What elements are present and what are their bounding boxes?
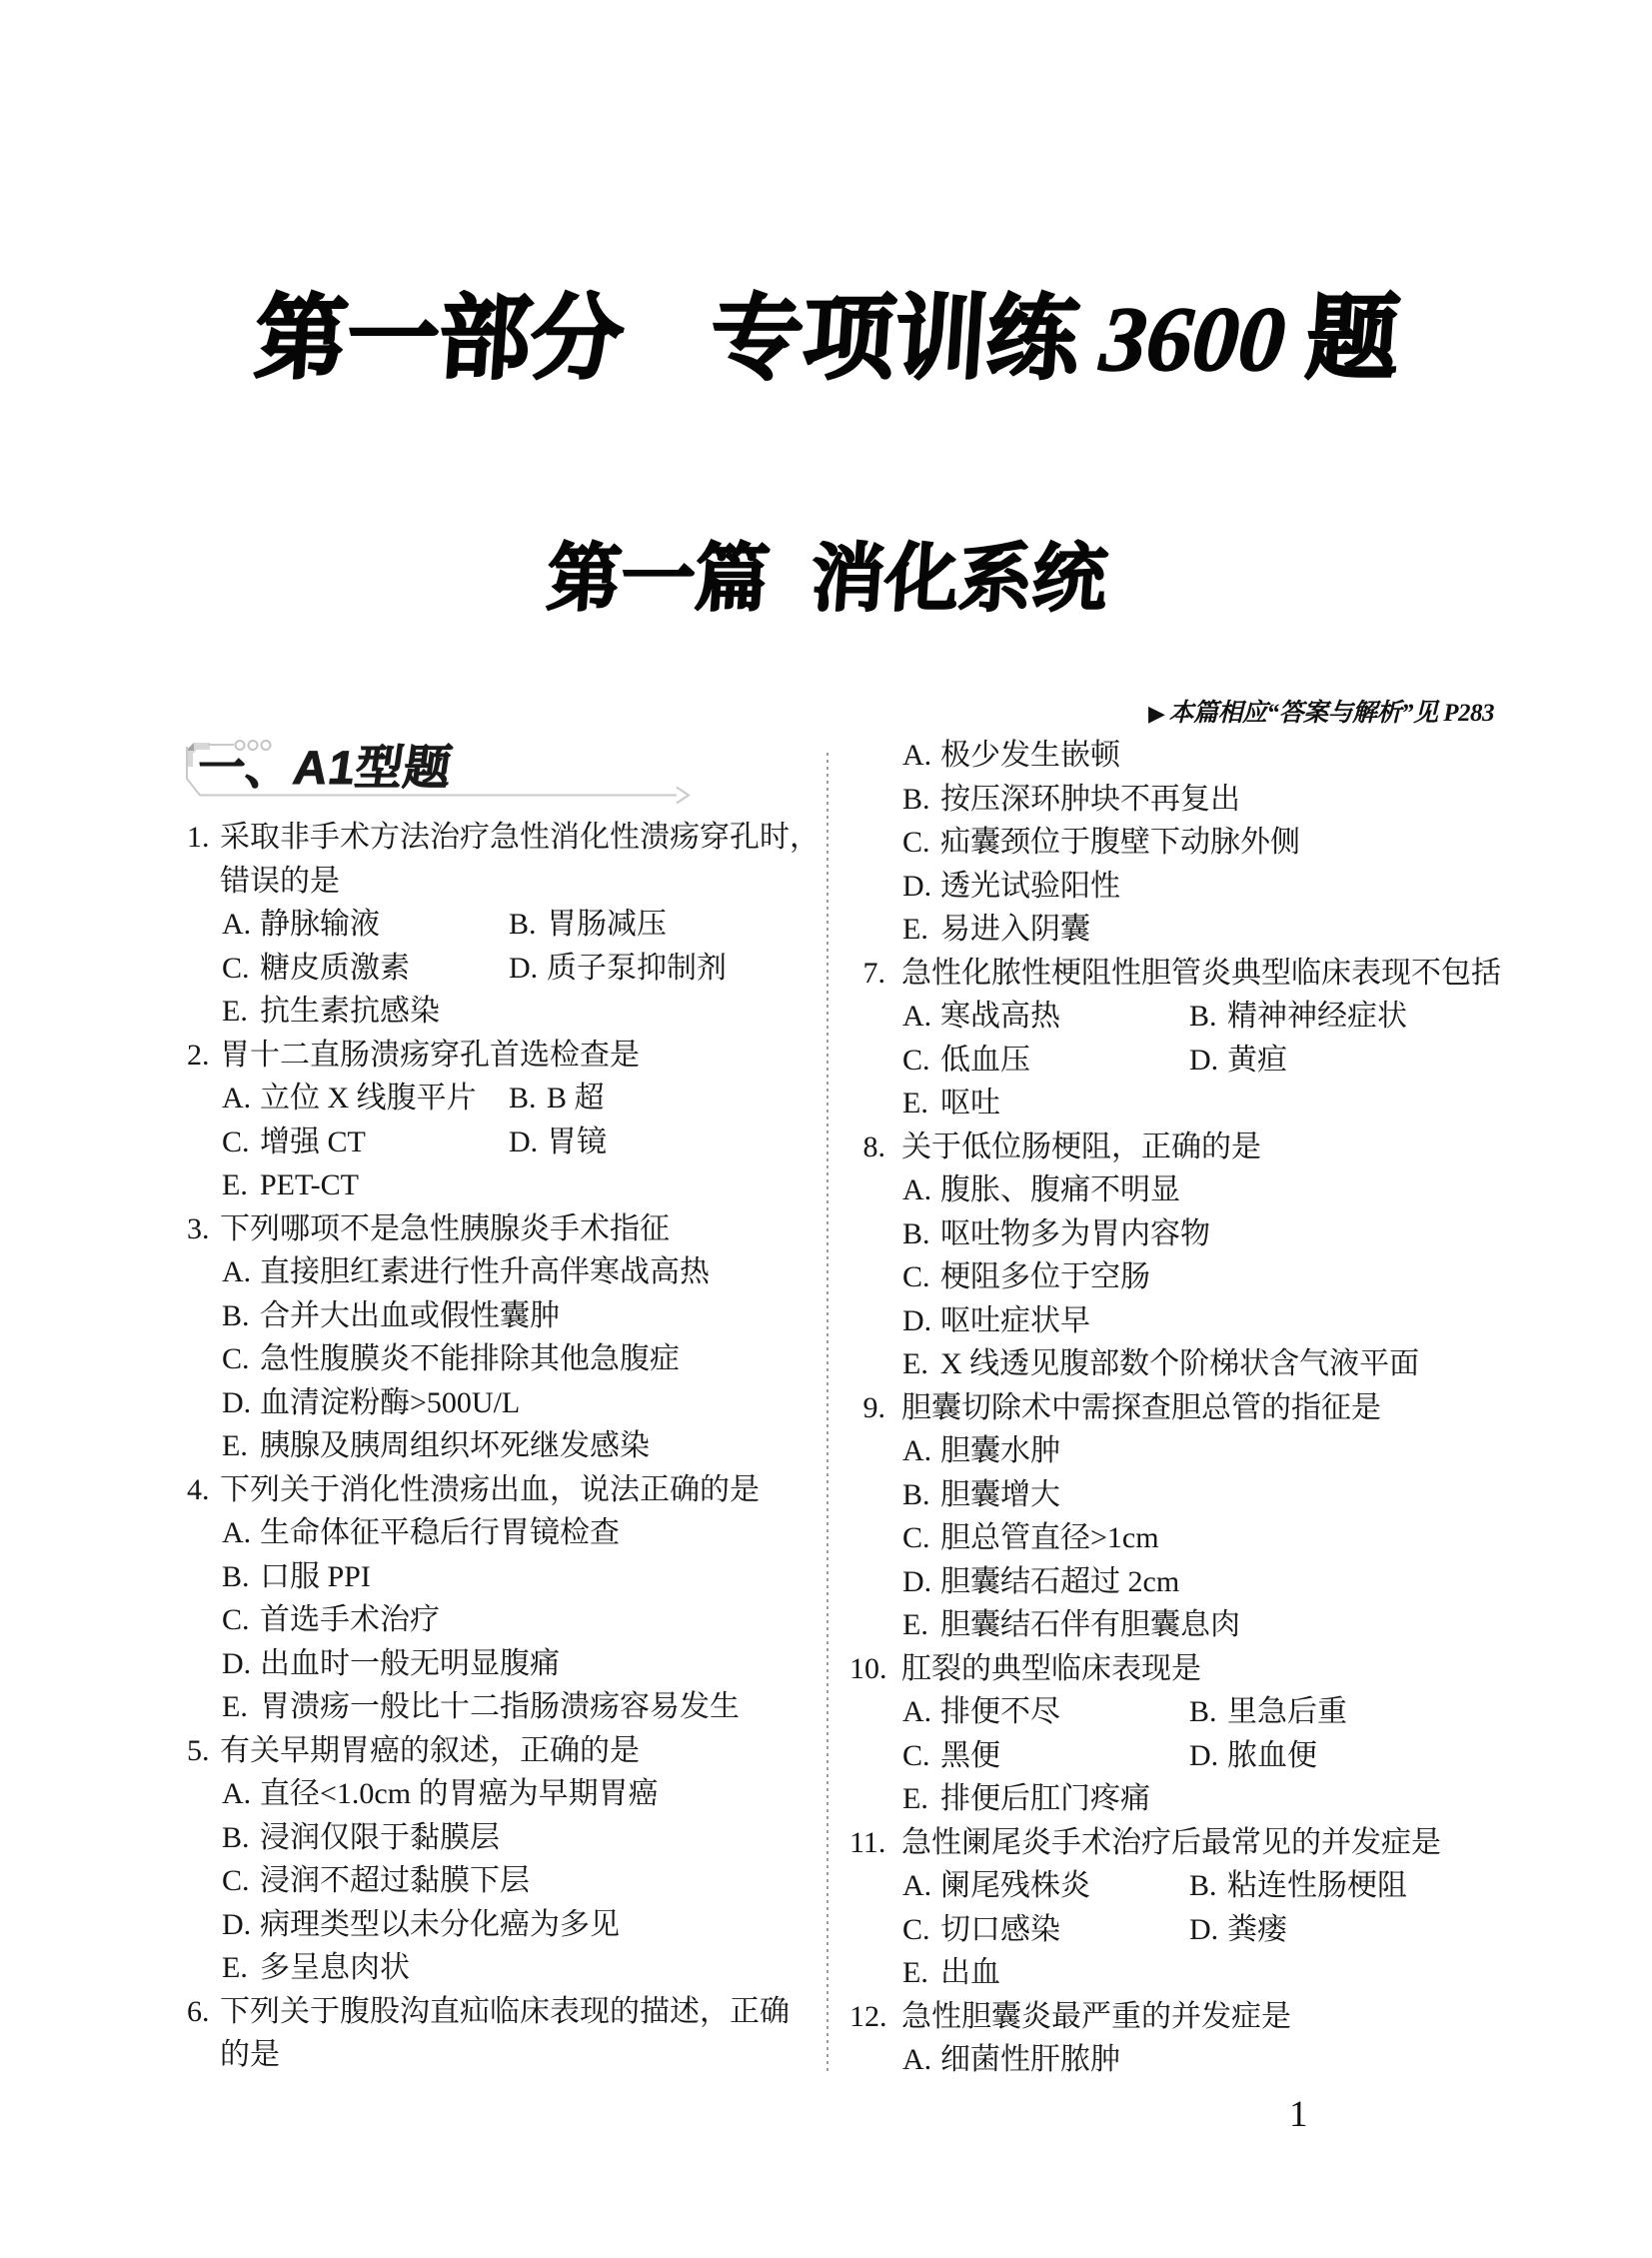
option [902,1087,1000,1120]
option [222,1429,650,1462]
question-text: 有关早期胃癌的叙述，正确的是 [220,1733,640,1767]
option-text: 增强 CT [260,1125,366,1158]
option-letter: C. [222,1125,250,1158]
option [902,1864,1189,1908]
option-letter: A. [222,908,252,941]
question-number: 8. [862,1129,885,1163]
option-line [187,1685,841,1729]
option-letter: C. [222,1864,250,1897]
option [902,1304,1090,1337]
question-number: 9. [862,1390,885,1424]
option-text: 黄疸 [1227,1043,1287,1077]
option [902,1908,1189,1952]
option [509,1126,607,1158]
part-title-number: 3600 [1096,288,1289,390]
option [902,1434,1060,1467]
option-text: 低血压 [940,1043,1030,1077]
option [902,1782,1150,1815]
option-text: 质子泵抑制剂 [547,951,727,985]
option [222,1077,509,1121]
question-text: 胃十二直肠溃疡穿孔首选检查是 [220,1038,640,1072]
option-text: 直径<1.0cm 的胃癌为早期胃癌 [260,1777,659,1810]
option-text: 排便不尽 [940,1695,1060,1728]
option [902,1478,1060,1511]
question-number: 2. [187,1038,210,1072]
option-text: 胃溃疡一般比十二指肠溃疡容易发生 [260,1690,740,1723]
option-letter: B. [1189,1869,1217,1902]
option-line [187,1772,841,1816]
question-number: 11. [849,1825,886,1859]
option-line [849,1951,1529,1995]
option-line [187,1337,841,1381]
option-text: 血清淀粉酶>500U/L [260,1385,521,1419]
option [902,2043,1120,2076]
option-letter: A. [902,1000,932,1033]
option-text: 胆囊水肿 [940,1434,1060,1467]
option-letter: E. [902,1956,928,1989]
part-title [141,284,1513,394]
option-text: 寒战高热 [940,1000,1060,1033]
option-letter: B. [222,1559,250,1593]
option [222,1386,520,1419]
question-line [849,1126,1529,1169]
option-line [187,1250,841,1294]
option [222,947,509,991]
option-text: 疝囊颈位于腹壁下动脉外侧 [940,826,1300,859]
option-text: 多呈息肉状 [260,1951,410,1984]
option-line [849,1777,1529,1821]
option-letter: D. [902,869,932,903]
option-text: 抗生素抗感染 [260,995,440,1028]
option-line [187,903,841,947]
option [902,995,1189,1039]
option-line [849,908,1529,952]
option-text: 脓血便 [1227,1738,1317,1772]
option-text: 腹胀、腹痛不明显 [940,1173,1180,1206]
option-line [187,1946,841,1990]
chapter-title-text-2: 消化系统 [808,537,1110,620]
option-text: 呕吐症状早 [940,1303,1090,1337]
option-line [187,1381,841,1425]
question-line [849,1995,1529,2039]
option [902,1956,1000,1989]
option-letter: E. [902,1347,928,1380]
option-letter: B. [222,1820,250,1854]
option-letter: D. [222,1907,252,1941]
option [222,1864,530,1897]
option-text: 胆囊结石超过 2cm [940,1564,1180,1598]
option-letter: A. [222,1082,252,1115]
option-letter: A. [222,1777,252,1810]
option [222,1908,620,1941]
option-line [849,1473,1529,1517]
option-text: 梗阻多位于空肠 [940,1260,1150,1293]
option-line [849,1039,1529,1083]
option [222,1299,560,1332]
option-text: 呕吐 [940,1087,1000,1120]
option-line [849,1082,1529,1126]
option [1189,1044,1287,1077]
option-line [187,1077,841,1121]
option [902,1039,1189,1083]
option-text: 粘连性肠梗阻 [1227,1869,1407,1902]
questions-column-left [187,816,841,2077]
option-text: 病理类型以未分化癌为多见 [260,1907,620,1941]
chapter-title [142,534,1512,624]
question-line [187,1207,841,1251]
option-text: 呕吐物多为胃内容物 [940,1216,1210,1250]
answer-note-text: 本篇相应“答案与解析”见 P283 [1168,700,1494,727]
option-letter: C. [222,951,250,985]
section-header-label: 一、A1型题 [194,741,456,794]
option-line [849,1255,1529,1299]
option-letter: D. [1189,1043,1219,1077]
option-line [187,1555,841,1599]
option-letter: E. [902,1087,928,1120]
option-letter: D. [902,1303,932,1337]
option-letter: E. [902,913,928,946]
part-title-text-1: 第一部分 [251,288,628,390]
option-text: 细菌性肝脓肿 [940,2043,1120,2076]
option-line [849,1690,1529,1734]
option-line [849,995,1529,1039]
option-letter: D. [1189,1738,1219,1772]
option-text: 生命体征平稳后行胃镜检查 [260,1516,620,1549]
option-line [849,1603,1529,1647]
option-line [849,1734,1529,1778]
option-line [849,1299,1529,1343]
option-line [187,1294,841,1338]
option-letter: B. [902,1477,930,1511]
option-line [187,1511,841,1555]
option [902,1260,1150,1293]
option-letter: A. [902,1173,932,1206]
part-title-text-2: 专项训练 [707,288,1083,390]
question-number: 6. [187,1994,210,2028]
option-text: 胰腺及胰周组织坏死继发感染 [260,1429,650,1462]
question-text: 肛裂的典型临床表现是 [901,1651,1201,1685]
option-line [187,1424,841,1468]
page-number: 1 [1289,2094,1308,2135]
option-line [849,1212,1529,1256]
question-line [849,1647,1529,1691]
option-text: 胆总管直径>1cm [940,1521,1159,1554]
option-letter: C. [902,1912,930,1946]
question-continuation-line [187,2033,841,2077]
option-text: 直接胆红素进行性升高伴寒战高热 [260,1255,710,1288]
option-letter: E. [222,1429,248,1462]
option-line [849,1864,1529,1908]
option-text: 出血时一般无明显腹痛 [260,1646,560,1680]
option-text: 静脉输液 [260,908,380,941]
option-letter: A. [902,1869,932,1902]
option-line [187,1816,841,1860]
question-text: 胆囊切除术中需探查胆总管的指征是 [901,1390,1381,1424]
answer-note-arrow-icon: ▶ [1148,701,1165,726]
option-letter: C. [902,1738,930,1772]
option-letter: D. [1189,1912,1219,1946]
option [902,1734,1189,1778]
option-text: 粪瘘 [1227,1912,1287,1946]
question-text: 急性胆囊炎最严重的并发症是 [901,1999,1291,2033]
option [222,1516,620,1549]
option [222,1342,680,1375]
question-text: 急性化脓性梗阻性胆管炎典型临床表现不包括 [901,956,1501,990]
option [902,826,1300,859]
option-letter: D. [509,1125,539,1158]
option [222,1690,740,1723]
option-text: 里急后重 [1227,1695,1347,1728]
option-text: 阑尾残株炎 [940,1869,1090,1902]
option [902,1690,1189,1734]
option-text: 出血 [940,1956,1000,1989]
question-line [849,1821,1529,1865]
option [1189,1000,1407,1033]
option [1189,1869,1407,1902]
option [902,1347,1419,1380]
option [902,1173,1180,1206]
option [509,1082,605,1115]
option [902,783,1240,816]
question-text: 错误的是 [220,864,340,898]
option [222,1951,410,1984]
option-letter: B. [1189,1000,1217,1033]
option-line [849,821,1529,865]
option [509,952,727,985]
option-text: 合并大出血或假性囊肿 [260,1298,560,1332]
question-text: 下列关于腹股沟直疝临床表现的描述，正确 [220,1994,790,2028]
question-number: 10. [849,1651,887,1685]
question-continuation-line [187,860,841,904]
option-text: 胃镜 [547,1125,607,1158]
option [902,1521,1159,1554]
option-text: 排便后肛门疼痛 [940,1782,1150,1815]
option-line [187,947,841,991]
question-number: 7. [862,956,885,990]
option-line [849,1168,1529,1212]
option-text: 易进入阴囊 [940,913,1090,946]
option-line [849,778,1529,822]
option-letter: E. [222,1690,248,1723]
option-text: 胃肠减压 [547,908,667,941]
option [222,1560,371,1593]
option-text: 立位 X 线腹平片 [260,1082,477,1115]
option-text: 胆囊结石伴有胆囊息肉 [940,1608,1240,1641]
question-line [849,952,1529,996]
question-line [187,1729,841,1773]
option-letter: D. [509,951,539,985]
option-letter: B. [509,908,537,941]
option-line [187,1163,841,1207]
option-text: X 线透见腹部数个阶梯状含气液平面 [940,1347,1420,1380]
questions-column-right [849,734,1529,2082]
option-line [849,1908,1529,1952]
option-text: 极少发生嵌顿 [940,739,1120,772]
option [902,870,1120,903]
option-letter: A. [222,1255,252,1288]
option [222,1647,560,1680]
option [222,903,509,947]
option-text: 口服 PPI [260,1559,371,1593]
option-text: 精神神经症状 [1227,1000,1407,1033]
option-line [849,2038,1529,2082]
option-letter: A. [222,1516,252,1549]
option-text: 急性腹膜炎不能排除其他急腹症 [260,1342,680,1375]
option-letter: D. [222,1646,252,1680]
option-line [849,1342,1529,1386]
option-letter: C. [902,1043,930,1077]
option-line [849,865,1529,909]
option-line [187,1859,841,1903]
question-text: 关于低位肠梗阻，正确的是 [901,1129,1261,1163]
option [1189,1739,1317,1772]
option-letter: B. [902,1216,930,1250]
option-text: 首选手术治疗 [260,1603,440,1636]
option [902,739,1120,772]
option-text: B 超 [547,1082,605,1115]
option-text: 按压深环肿块不再复出 [940,782,1240,816]
option-letter: A. [902,1695,932,1728]
option-letter: E. [902,1608,928,1641]
option-line [849,734,1529,778]
option [222,1777,659,1810]
question-line [187,816,841,860]
option [222,1168,359,1201]
header-arrow-icon [677,788,689,804]
option-letter: B. [222,1298,250,1332]
option-letter: E. [902,1782,928,1815]
option [222,995,440,1028]
option-letter: C. [902,1260,930,1293]
option-line [187,990,841,1034]
option [509,908,667,941]
option-letter: E. [222,995,248,1028]
option [222,1603,440,1636]
option-text: PET-CT [260,1168,359,1201]
question-number: 4. [187,1472,210,1506]
option [902,1217,1210,1250]
option-line [187,1903,841,1947]
question-text: 急性阑尾炎手术治疗后最常见的并发症是 [901,1825,1441,1859]
option-letter: E. [222,1951,248,1984]
option-letter: A. [902,739,932,772]
option-text: 切口感染 [940,1912,1060,1946]
option-letter: B. [509,1082,537,1115]
option [902,1565,1179,1598]
option-line [187,1642,841,1686]
option-line [849,1560,1529,1604]
option [902,1608,1240,1641]
option-letter: B. [1189,1695,1217,1728]
question-number: 12. [849,1999,887,2033]
answer-reference-note [1148,693,1494,729]
part-title-text-3: 题 [1302,288,1403,390]
option-letter: D. [902,1564,932,1598]
option-letter: E. [222,1168,248,1201]
question-text: 下列哪项不是急性胰腺炎手术指征 [220,1211,670,1245]
question-line [187,1990,841,2034]
option-text: 糖皮质激素 [260,951,410,985]
option-text: 透光试验阳性 [940,869,1120,903]
option [222,1121,509,1164]
question-text: 下列关于消化性溃疡出血，说法正确的是 [220,1472,760,1506]
option-letter: C. [902,1521,930,1554]
option-letter: A. [902,1434,932,1467]
option [1189,1695,1347,1728]
option-text: 黑便 [940,1738,1000,1772]
question-number: 1. [187,821,210,854]
option [1189,1913,1287,1946]
question-text: 的是 [220,2038,280,2071]
option-letter: C. [222,1603,250,1636]
question-line [187,1034,841,1078]
option-letter: C. [222,1342,250,1375]
option-line [849,1429,1529,1473]
option-line [187,1598,841,1642]
option-text: 胆囊增大 [940,1477,1060,1511]
question-line [849,1386,1529,1430]
option-line [187,1121,841,1164]
option-letter: A. [902,2043,932,2076]
option-letter: D. [222,1385,252,1419]
question-text: 采取非手术方法治疗急性消化性溃疡穿孔时， [220,821,820,854]
option-text: 浸润不超过黏膜下层 [260,1864,530,1897]
chapter-title-text-1: 第一篇 [544,537,773,620]
question-number: 5. [187,1733,210,1767]
question-line [187,1468,841,1512]
option-line [849,1516,1529,1560]
option-letter: C. [902,826,930,859]
option-letter: B. [902,782,930,816]
option [902,913,1090,946]
option [222,1255,710,1288]
option-text: 浸润仅限于黏膜层 [260,1820,500,1854]
question-number: 3. [187,1211,210,1245]
option [222,1821,500,1854]
